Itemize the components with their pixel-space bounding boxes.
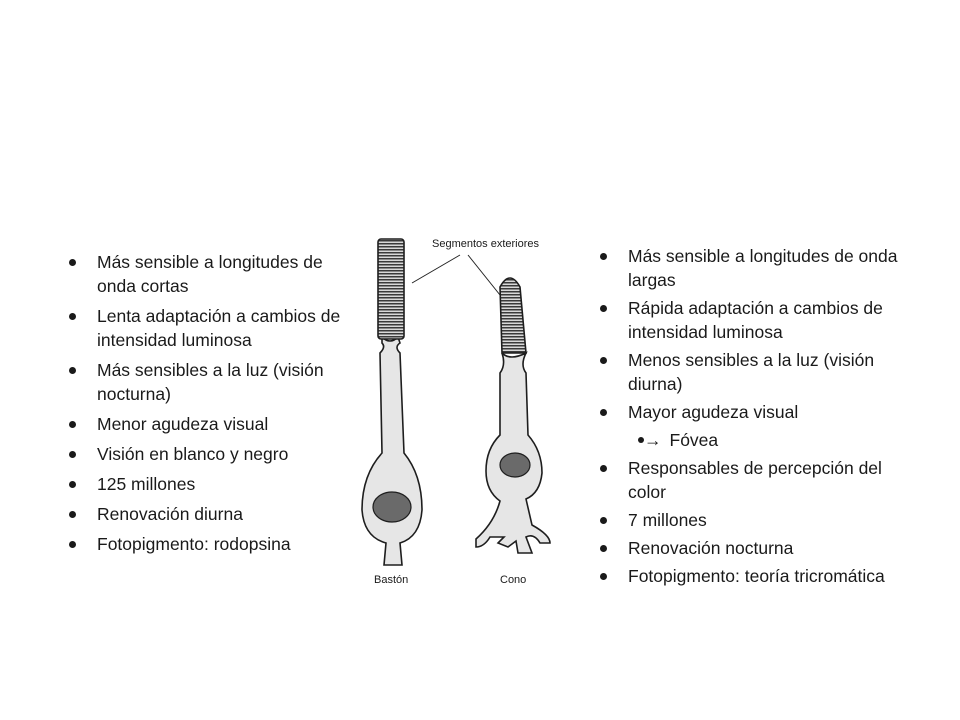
list-item: Mayor agudeza visual: [596, 400, 916, 424]
cone-outer-segment: [500, 278, 526, 353]
list-item: Renovación nocturna: [596, 536, 916, 560]
list-item: Fotopigmento: teoría tricromática: [596, 564, 916, 588]
list-item: Visión en blanco y negro: [65, 442, 355, 466]
list-item: Fotopigmento: rodopsina: [65, 532, 355, 556]
list-item: Renovación diurna: [65, 502, 355, 526]
cone-cell: [476, 278, 550, 586]
annotation-label: Segmentos exteriores: [432, 238, 539, 250]
list-item: Menor agudeza visual: [65, 412, 355, 436]
rod-cell: [362, 239, 422, 586]
list-item: Más sensible a longitudes de onda cortas: [65, 250, 355, 298]
list-item: Más sensibles a la luz (visión nocturna): [65, 358, 355, 406]
list-item: Lenta adaptación a cambios de intensidad luminosa: [65, 304, 355, 352]
list-item: Más sensible a longitudes de onda largas: [596, 244, 916, 292]
rod-nucleus: [373, 492, 411, 522]
fovea-label: Fóvea: [669, 430, 719, 450]
arrow-right-icon: →: [644, 430, 662, 450]
list-item: Menos sensibles a la luz (visión diurna): [596, 348, 916, 396]
annotation-pointer: [468, 255, 500, 295]
list-item: 125 millones: [65, 472, 355, 496]
annotation-pointer: [412, 255, 460, 283]
list-item: Responsables de percepción del color: [596, 456, 916, 504]
rod-body: [362, 337, 422, 565]
rod-outer-segment: [378, 239, 404, 339]
cone-properties-list: [596, 244, 916, 592]
rod-label: Bastón: [374, 574, 409, 586]
cone-label: Cono: [500, 574, 527, 586]
sub-list-item: [596, 428, 916, 452]
list-item: Rápida adaptación a cambios de intensidad luminosa: [596, 296, 916, 344]
photoreceptor-diagram: [350, 225, 590, 595]
rod-properties-list: [65, 250, 355, 562]
cone-nucleus: [500, 453, 530, 477]
list-item: 7 millones: [596, 508, 916, 532]
